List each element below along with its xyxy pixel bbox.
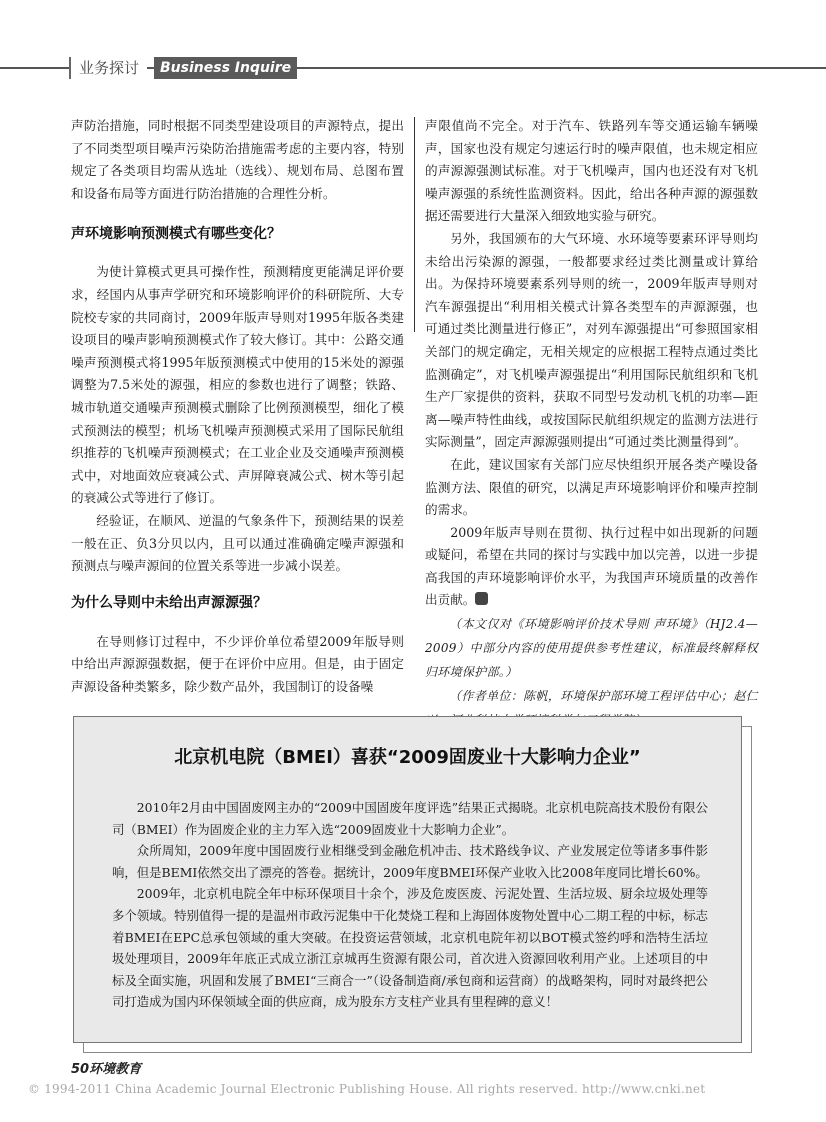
news-paragraph-3: 2009年，北京机电院全年中标环保项目十余个，涉及危废医废、污泥处置、生活垃圾、厨余垃圾处理等多个领域。特别值得一提的是温州市政污泥集中干化焚烧工程和上海固体废物处置中心二期工程的中标，标志着BMEI在EPC总承包领域的重大突破。在投资运营领域，北京机电院年初以BOT模式签约呼和浩特生活垃圾处理项目，2009年年底正式成立浙江京城再生资源有限公司，首次进入资源回收利用产业。上述项目的中标及全面实施，巩固和发展了BMEI“三商合一”（设备制造商/承包商和运营商）的战略架构，同时对最终把公司打造成为国内环保领域全面的供应商，成为股东方支柱产业具有里程碑的意义！ [112, 886, 708, 1010]
page-footer [71, 1058, 141, 1077]
right-paragraph-3 [425, 522, 758, 612]
news-box-body [112, 797, 708, 1013]
end-mark-icon [475, 592, 488, 605]
right-paragraph-1: 另外，我国颁布的大气环境、水环境等要素环评导则均未给出污染源的源强，一般都要求经过类比测量或计算给出。为保持环境要素系列导则的统一，2009年版声导则对汽车源强提出“利用相关模式计算各类型车的声源源强，也可通过类比测量进行修正”，对列车源强提出“可参照国家相关部门的规定确定，无相关规定的应根据工程特点通过类比监测确定”，对飞机噪声源强提出“利用国际民航组织和飞机生产厂家提供的资料，获取不同型号发动机飞机的功率—距离—噪声特性曲线，或按国际民航组织规定的监测方法进行实际测量”，固定声源源强则提出“可通过类比测量得到”。 [425, 230, 758, 450]
news-box-title: 北京机电院（BMEI）喜获“2009固废业十大影响力企业” [174, 747, 641, 768]
left-paragraph-3: 在导则修订过程中，不少评价单位希望2009年版导则中给出声源源强数据，便于在评价中应用。但是，由于固定声源设备种类繁多，除少数产品外，我国制订的设备噪 [71, 633, 404, 694]
left-paragraph-0: 声防治措施，同时根据不同类型建设项目的声源特点，提出了不同类型项目噪声污染防治措施需考虑的主要内容，特别规定了各类项目均需从选址（选线）、规划布局、总图布置和设备布局等方面进行防治措施的合理性分析。 [71, 118, 404, 201]
right-paragraph-2: 在此，建议国家有关部门应尽快组织开展各类产噪设备监测方法、限值的研究，以满足声环境影响评价和噪声控制的需求。 [425, 456, 758, 518]
right-paragraph-3-text: 2009年版声导则在贯彻、执行过程中如出现新的问题或疑问，希望在共同的探讨与实践中加以完善，以进一步提高我国的声环境影响评价水平，为我国声环境质量的改善作出贡献。 [425, 524, 758, 608]
news-paragraph-2: 众所周知，2009年度中国固废行业相继受到金融危机冲击、技术路线争议、产业发展定位等诸多事件影响，但是BEMI依然交出了漂亮的答卷。据统计，2009年度BMEI环保产业收入比2008年度同比增长60%。 [112, 843, 708, 880]
left-paragraph-2: 经验证，在顺风、逆温的气象条件下，预测结果的误差一般在正、负3分贝以内，且可以通过准确确定噪声源强和预测点与噪声源间的位置关系等进一步减小误差。 [71, 512, 404, 574]
author-note: （本文仅对《环境影响评价技术导则 声环境》（HJ2.4—2009）中部分内容的使用提供参考性建议，标准最终解释权归环境保护部。） [425, 617, 758, 680]
copyright-notice: © 1994-2011 China Academic Journal Electronic Publishing House. All rights reserved. http://www.cnki.net [28, 1082, 706, 1096]
author-affiliation: （作者单位：陈帆，环境保护部环境工程评估中心；赵仁 [449, 689, 758, 704]
section-label-en: Business Inquire [154, 57, 297, 79]
section-label-cn: 业务探讨 [69, 57, 147, 79]
heading-source-strength: 为什么导则中未给出声源源强？ [71, 594, 267, 611]
column-divider [414, 117, 415, 332]
heading-prediction-model: 声环境影响预测模式有哪些变化？ [71, 226, 281, 243]
left-paragraph-1: 为使计算模式更具可操作性，预测精度更能满足评价要求，经国内从事声学研究和环境影响评价的科研院所、大专院校专家的共同商讨，2009年版声导则对1995年版各类建设项目的噪声影响预测模式作了较大修订。其中：公路交通噪声预测模式将1995年版预测模式中使用的15米处的源强调整为7.5米处的源强，相应的参数也进行了调整；铁路、城市轨道交通噪声预测模式删除了比例预测模型，细化了模式预测法的模型；机场飞机噪声预测模式采用了国际民航组织推荐的飞机噪声预测模式；在工业企业及交通噪声预测模式中，对地面效应衰减公式、声屏障衰减公式、树木等引起的衰减公式等进行了修订。 [71, 264, 404, 506]
left-column [71, 115, 404, 698]
page-number: 50 [71, 1062, 90, 1077]
right-column [425, 115, 758, 732]
right-paragraph-0: 声限值尚不完全。对于汽车、铁路列车等交通运输车辆噪声，国家也没有规定匀速运行时的噪声限值，也未规定相应的声源源强测试标准。对于飞机噪声，国内也还没有对飞机噪声源强的系统性监测资料。因此，给出各种声源的源强数据还需要进行大量深入细致地实验与研究。 [425, 118, 758, 224]
news-box [73, 716, 742, 1043]
news-paragraph-1: 2010年2月由中国固废网主办的“2009中国固废年度评选”结果正式揭晓。北京机电院高技术股份有限公司（BMEI）作为固废企业的主力军入选“2009固废业十大影响力企业”。 [112, 800, 708, 837]
journal-name: 环境教育 [89, 1062, 142, 1077]
